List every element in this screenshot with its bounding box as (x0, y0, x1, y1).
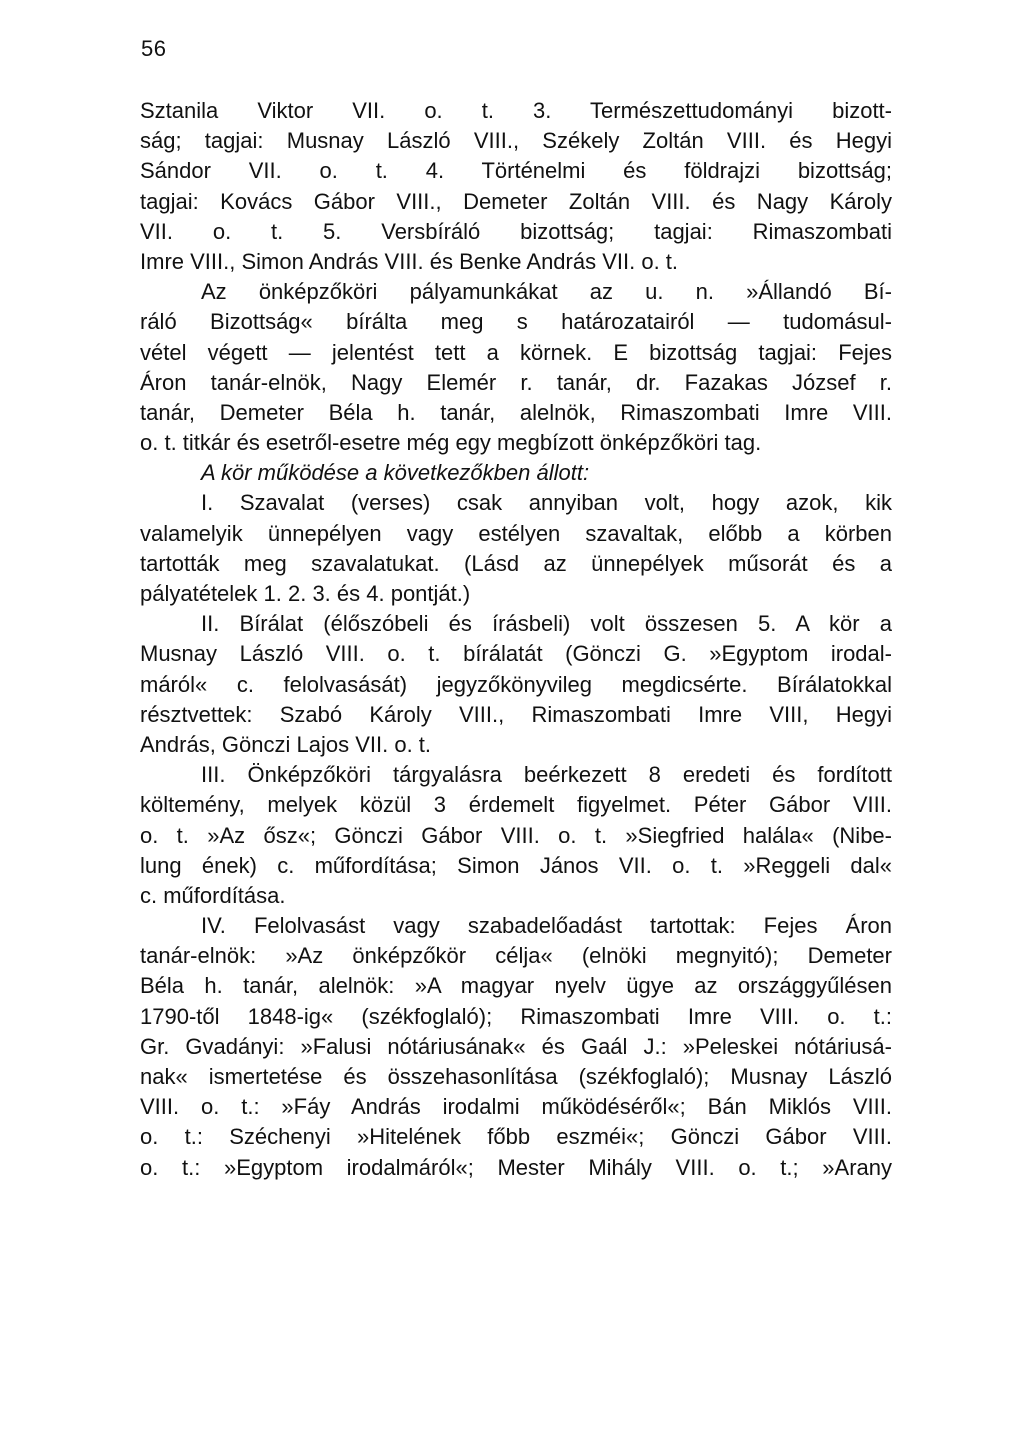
text-line: o. t.: »Egyptom irodalmáról«; Mester Mihály VIII. o. t.; »Arany (140, 1154, 892, 1180)
text-line: o. t.: Széchenyi »Hitelének főbb eszméi«; Gönczi Gábor VIII. (140, 1124, 892, 1150)
text-line: lung ének) c. műfordítása; Simon János VII. o. t. »Reggeli dal« (140, 852, 892, 878)
text-line: máról« c. felolvasását) jegyzőkönyvileg megdicsérte. Bírálatokkal (140, 671, 892, 697)
page-number: 56 (141, 36, 167, 61)
text-line: Béla h. tanár, alelnök: »A magyar nyelv ügye az országgyűlésen (140, 973, 892, 999)
section-heading: A kör működése a következőkben állott: (201, 460, 590, 486)
text-line: tanár, Demeter Béla h. tanár, alelnök, Rimaszombati Imre VIII. (140, 399, 892, 425)
text-line: c. műfordítása. (140, 882, 286, 908)
text-line: o. t. titkár és esetről-esetre még egy megbízott önképzőköri tag. (140, 430, 762, 456)
text-line: VIII. o. t.: »Fáy András irodalmi működéséről«; Bán Miklós VIII. (140, 1094, 892, 1120)
text-line: ság; tagjai: Musnay László VIII., Székely Zoltán VIII. és Hegyi (140, 128, 892, 154)
text-line: Áron tanár-elnök, Nagy Elemér r. tanár, dr. Fazakas József r. (140, 369, 892, 395)
text-line: tagjai: Kovács Gábor VIII., Demeter Zoltán VIII. és Nagy Károly (140, 188, 892, 214)
text-line: résztvettek: Szabó Károly VIII., Rimaszombati Imre VIII, Hegyi (140, 701, 892, 727)
text-line: Sándor VII. o. t. 4. Történelmi és földrajzi bizottság; (140, 158, 892, 184)
text-line: valamelyik ünnepélyen vagy estélyen szavaltak, előbb a körben (140, 520, 892, 546)
text-line: ráló Bizottság« bírálta meg s határozatairól — tudomásul- (140, 309, 892, 335)
text-line: III. Önképzőköri tárgyalásra beérkezett 8 eredeti és fordított (201, 762, 892, 788)
text-line: I. Szavalat (verses) csak annyiban volt, hogy azok, kik (201, 490, 892, 516)
text-line: II. Bírálat (élőszóbeli és írásbeli) volt összesen 5. A kör a (201, 611, 892, 637)
text-line: tanár-elnök: »Az önképzőkör célja« (elnöki megnyitó); Demeter (140, 943, 892, 969)
text-line: vétel végett — jelentést tett a körnek. E bizottság tagjai: Fejes (140, 339, 892, 365)
text-line: pályatételek 1. 2. 3. és 4. pontját.) (140, 581, 471, 606)
text-line: András, Gönczi Lajos VII. o. t. (140, 731, 432, 757)
text-line: Musnay László VIII. o. t. bírálatát (Gönczi G. »Egyptom irodal- (140, 641, 892, 667)
text-line: Sztanila Viktor VII. o. t. 3. Természettudományi bizott- (140, 98, 892, 123)
page-body (140, 96, 892, 1183)
text-line: VII. o. t. 5. Versbíráló bizottság; tagjai: Rimaszombati (140, 218, 892, 244)
text-line: o. t. »Az ősz«; Gönczi Gábor VIII. o. t. »Siegfried halála« (Nibe- (140, 822, 892, 848)
text-line: Az önképzőköri pályamunkákat az u. n. »Állandó Bí- (201, 279, 892, 305)
text-line: költemény, melyek közül 3 érdemelt figyelmet. Péter Gábor VIII. (140, 792, 892, 818)
text-line: Gr. Gvadányi: »Falusi nótáriusának« és Gaál J.: »Peleskei nótáriusá- (140, 1033, 892, 1059)
text-line: Imre VIII., Simon András VIII. és Benke András VII. o. t. (140, 248, 679, 274)
text-line: tartották meg szavalatukat. (Lásd az ünnepélyek műsorát és a (140, 550, 892, 576)
text-line: 1790-től 1848-ig« (székfoglaló); Rimaszombati Imre VIII. o. t.: (140, 1003, 892, 1029)
text-line: nak« ismertetése és összehasonlítása (székfoglaló); Musnay László (140, 1064, 892, 1089)
text-line: IV. Felolvasást vagy szabadelőadást tartottak: Fejes Áron (201, 913, 892, 939)
